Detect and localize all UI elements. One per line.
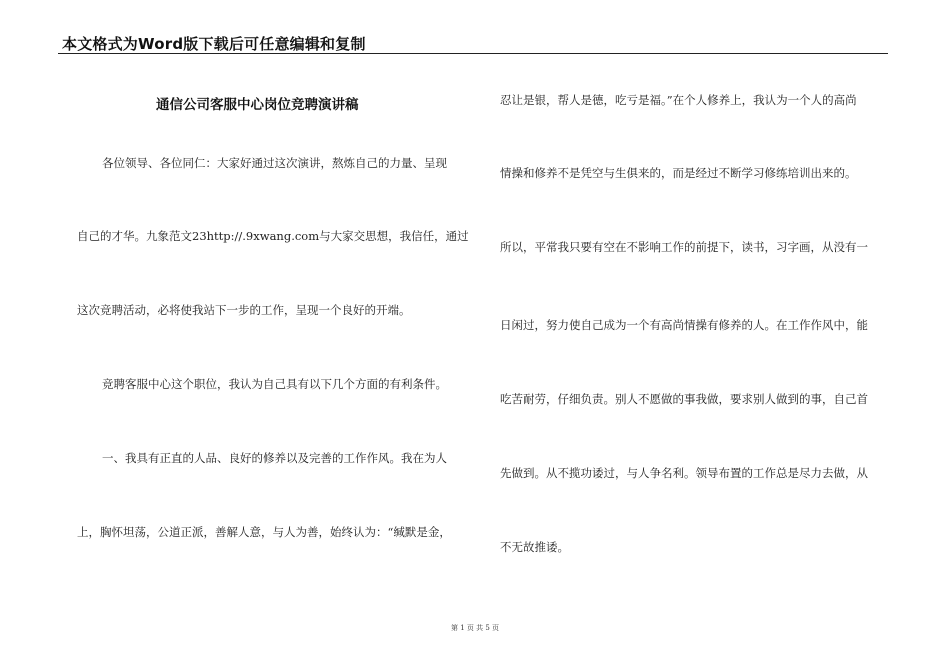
- paragraph-line: 吃苦耐劳，仔细负责。别人不愿做的事我做，要求别人做到的事，自己首: [500, 392, 868, 406]
- paragraph-line: 竞聘客服中心这个职位，我认为自己具有以下几个方面的有利条件。: [102, 377, 447, 391]
- paragraph-line: 自己的才华。九象范文23http://.9xwang.com与大家交思想，我信任，通过: [77, 229, 469, 243]
- paragraph-line: 不无故推诿。: [500, 540, 569, 554]
- paragraph-line: 先做到。从不揽功诿过，与人争名利。领导布置的工作总是尽力去做，从: [500, 466, 868, 480]
- paragraph-line: 情操和修养不是凭空与生俱来的，而是经过不断学习修练培训出来的。: [500, 166, 857, 180]
- document-title: 通信公司客服中心岗位竞聘演讲稿: [156, 97, 359, 113]
- paragraph-line: 忍让是银，帮人是德，吃亏是福。”在个人修养上，我认为一个人的高尚: [500, 93, 857, 107]
- paragraph-line: 各位领导、各位同仁：大家好通过这次演讲，熬炼自己的力量、呈现: [102, 156, 447, 170]
- paragraph-line: 所以，平常我只要有空在不影响工作的前提下，读书，习字画，从没有一: [500, 240, 868, 254]
- header-banner: 本文格式为Word版下载后可任意编辑和复制: [62, 35, 366, 53]
- paragraph-line: 一、我具有正直的人品、良好的修养以及完善的工作作风。我在为人: [102, 451, 447, 465]
- paragraph-line: 上，胸怀坦荡，公道正派，善解人意，与人为善，始终认为：“缄默是金，: [77, 525, 451, 539]
- page-number: 第 1 页 共 5 页: [450, 624, 500, 632]
- header-rule: [58, 53, 888, 54]
- paragraph-line: 日闲过，努力使自己成为一个有高尚情操有修养的人。在工作作风中，能: [500, 318, 868, 332]
- paragraph-line: 这次竞聘活动，必将使我站下一步的工作，呈现一个良好的开端。: [77, 303, 411, 317]
